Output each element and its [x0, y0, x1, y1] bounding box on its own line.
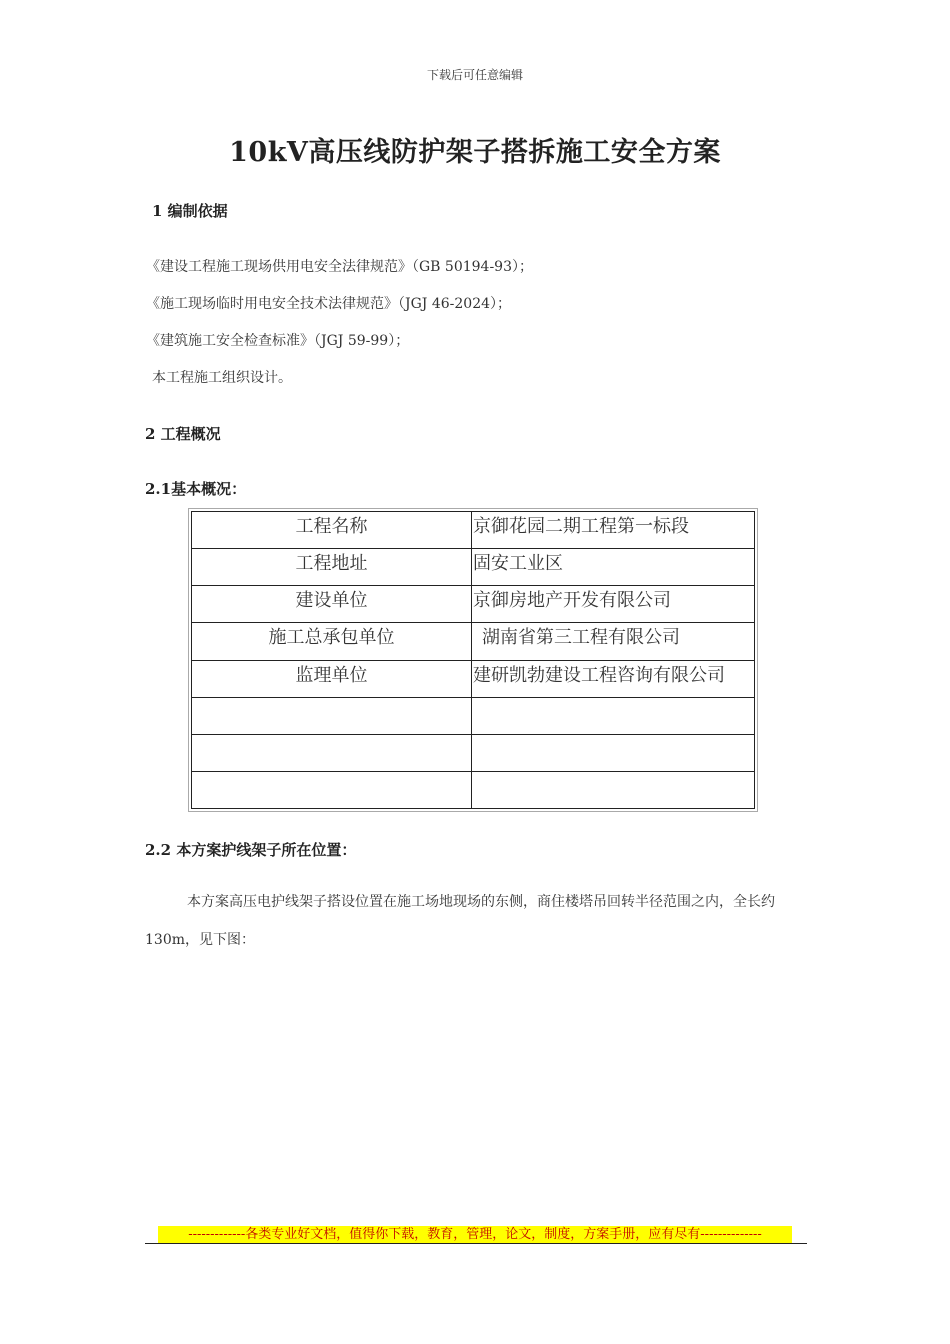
document-title: 10kV高压线防护架子搭拆施工安全方案 [229, 137, 721, 168]
table-key-cell: 工程地址 [192, 549, 472, 586]
footer-banner: -------------各类专业好文档，值得你下载，教育，管理，论文，制度，方案手册，应有尽有-------------- [158, 1226, 792, 1244]
footer-divider [145, 1243, 807, 1244]
table-key-cell: 监理单位 [192, 660, 472, 697]
table-row [192, 549, 755, 586]
table-row [192, 734, 755, 771]
location-paragraph: 本方案高压电护线架子搭设位置在施工场地现场的东侧，商住楼塔吊回转半径范围之内，全长约130m，见下图： [145, 894, 775, 948]
table-value-cell: 固安工业区 [472, 549, 755, 586]
table-key-cell [192, 697, 472, 734]
table-value-cell: 京御花园二期工程第一标段 [472, 512, 755, 549]
table-row [192, 512, 755, 549]
header-note: 下载后可任意编辑 [426, 68, 523, 82]
table-row [192, 697, 755, 734]
table-key-cell: 施工总承包单位 [192, 623, 472, 660]
table-value-cell [472, 734, 755, 771]
table-key-cell: 建设单位 [192, 586, 472, 623]
reference-item: 《建设工程施工现场供用电安全法律规范》（GB 50194-93）； [146, 259, 534, 275]
table-key-cell [192, 771, 472, 808]
table-row [192, 586, 755, 623]
table-row [192, 771, 755, 808]
reference-item: 《施工现场临时用电安全技术法律规范》（JGJ 46-2024）； [146, 296, 512, 312]
section-2-1-heading: 2.1基本概况： [145, 480, 247, 498]
table-row [192, 623, 755, 660]
project-info-table [188, 508, 758, 812]
table-value-cell: 建研凯勃建设工程咨询有限公司 [472, 660, 755, 697]
table-value-cell [472, 771, 755, 808]
reference-item: 本工程施工组织设计。 [152, 370, 292, 386]
table-key-cell: 工程名称 [192, 512, 472, 549]
table-value-cell: 京御房地产开发有限公司 [472, 586, 755, 623]
table-value-cell: 湖南省第三工程有限公司 [472, 623, 755, 660]
section-1-heading: 1 编制依据 [152, 202, 228, 220]
section-2-2-heading: 2.2 本方案护线架子所在位置： [145, 841, 357, 859]
table-row [192, 660, 755, 697]
reference-item: 《建筑施工安全检查标准》（JGJ 59-99）； [146, 333, 410, 349]
table-key-cell [192, 734, 472, 771]
section-2-heading: 2 工程概况 [145, 425, 221, 443]
table-value-cell [472, 697, 755, 734]
